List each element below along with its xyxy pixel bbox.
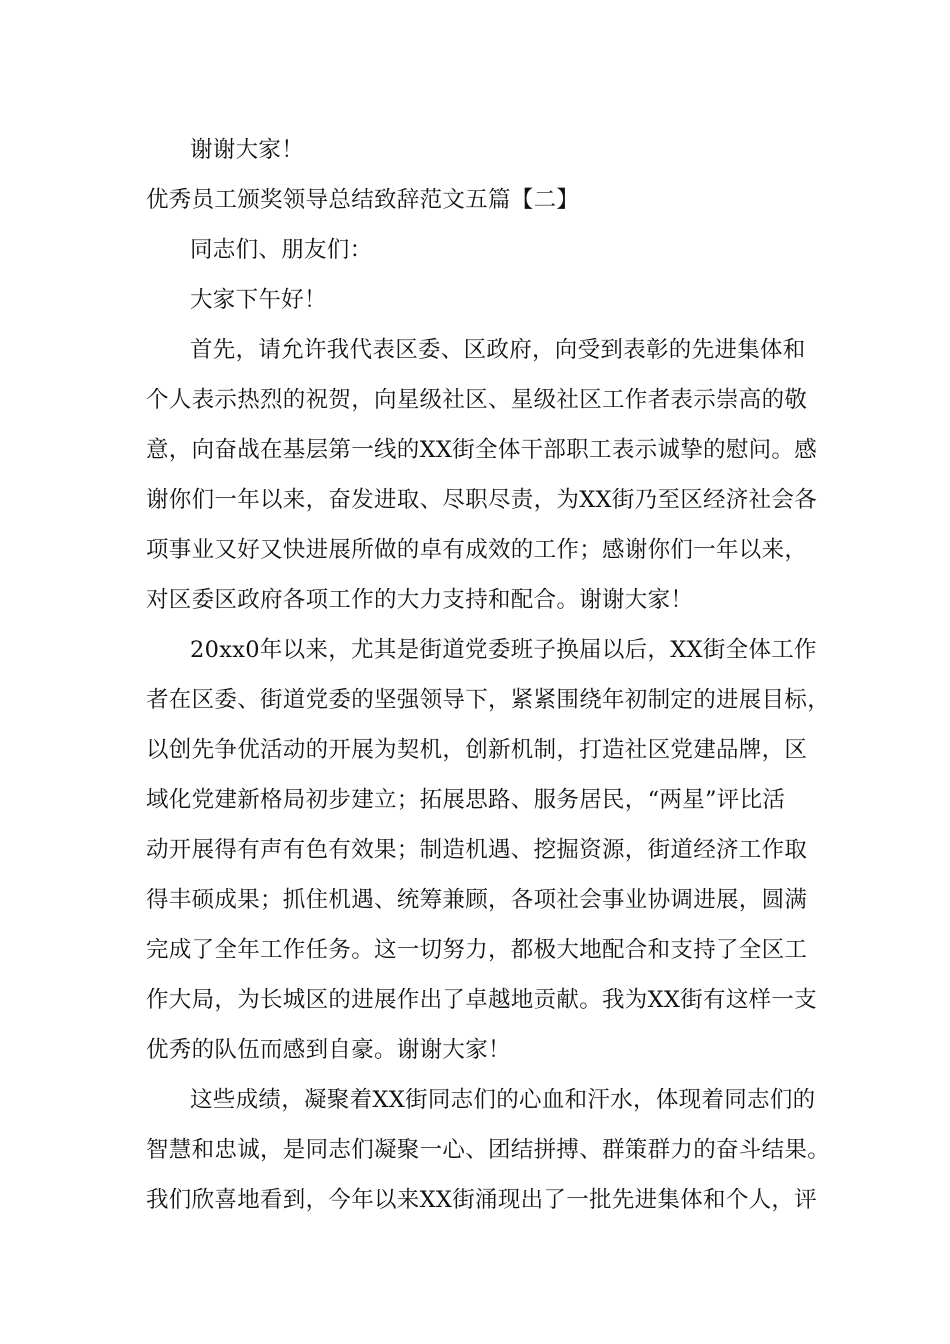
paragraph-line: 我们欣喜地看到，今年以来XX街涌现出了一批先进集体和个人，评 bbox=[146, 1187, 818, 1213]
greeting: 大家下午好！ bbox=[190, 287, 327, 313]
paragraph-line: 完成了全年工作任务。这一切努力，都极大地配合和支持了全区工 bbox=[146, 937, 808, 963]
paragraph-line: 动开展得有声有色有效果；制造机遇、挖掘资源，街道经济工作取 bbox=[146, 837, 808, 863]
paragraph-line: 个人表示热烈的祝贺，向星级社区、星级社区工作者表示崇高的敬 bbox=[146, 387, 808, 413]
paragraph-line: 对区委区政府各项工作的大力支持和配合。谢谢大家！ bbox=[146, 587, 694, 613]
paragraph-line: 优秀的队伍而感到自豪。谢谢大家！ bbox=[146, 1037, 511, 1063]
paragraph-line: 以创先争优活动的开展为契机，创新机制，打造社区党建品牌，区 bbox=[146, 737, 808, 763]
paragraph-line: 这些成绩，凝聚着XX街同志们的心血和汗水，体现着同志们的 bbox=[190, 1087, 816, 1113]
paragraph-line: 首先，请允许我代表区委、区政府，向受到表彰的先进集体和 bbox=[190, 337, 806, 363]
paragraph-line: 意，向奋战在基层第一线的XX街全体干部职工表示诚挚的慰问。感 bbox=[146, 437, 818, 463]
closing-thanks: 谢谢大家！ bbox=[190, 137, 305, 163]
paragraph-line: 谢你们一年以来，奋发进取、尽职尽责，为XX街乃至区经济社会各 bbox=[146, 487, 818, 513]
paragraph-line: 项事业又好又快进展所做的卓有成效的工作；感谢你们一年以来， bbox=[146, 537, 808, 563]
paragraph-line: 域化党建新格局初步建立；拓展思路、服务居民，“两星”评比活 bbox=[146, 787, 786, 813]
paragraph-line: 20xx0年以来，尤其是街道党委班子换届以后，XX街全体工作 bbox=[190, 637, 817, 663]
paragraph-line: 者在区委、街道党委的坚强领导下，紧紧围绕年初制定的进展目标， bbox=[146, 687, 831, 713]
paragraph-line: 作大局，为长城区的进展作出了卓越地贡献。我为XX街有这样一支 bbox=[146, 987, 818, 1013]
section-heading: 优秀员工颁奖领导总结致辞范文五篇【二】 bbox=[146, 187, 580, 213]
paragraph-line: 得丰硕成果；抓住机遇、统筹兼顾，各项社会事业协调进展，圆满 bbox=[146, 887, 808, 913]
salutation: 同志们、朋友们： bbox=[190, 237, 373, 263]
paragraph-line: 智慧和忠诚，是同志们凝聚一心、团结拼搏、群策群力的奋斗结果。 bbox=[146, 1137, 831, 1163]
